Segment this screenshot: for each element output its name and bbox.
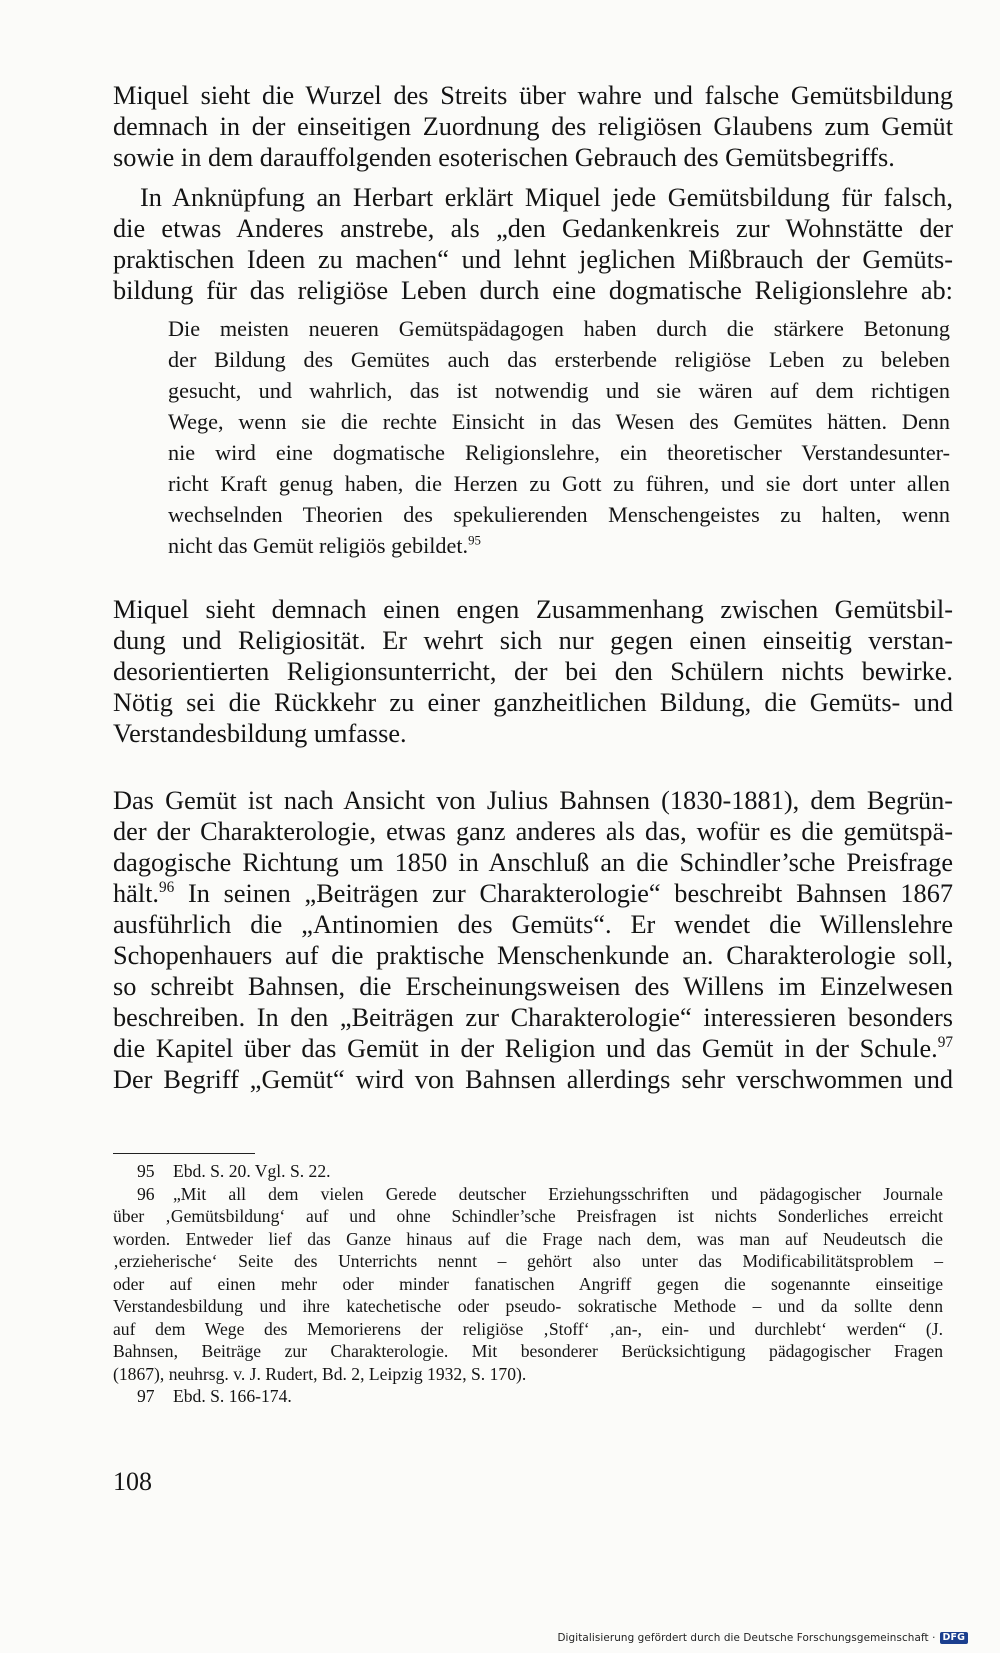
text-line: sowie in dem darauffolgenden esoterischen Gebrauch des Gemütsbegriffs. [113,143,895,172]
quote-line: der Bildung des Gemütes auch das ersterbende religiöse Leben zu beleben [168,347,950,372]
footnote-reference[interactable]: 97 [937,1034,953,1052]
quote-line-text: nicht das Gemüt religiös gebildet. [168,533,469,558]
quote-line: Wege, wenn sie die rechte Einsicht in das Wesen des Gemütes hätten. Denn [168,409,950,434]
text-line: desorientierten Religionsunterricht, der bei den Schülern nichts bewirke. [113,657,953,686]
footnote-separator [113,1153,255,1154]
dfg-logo: DFG [940,1632,968,1644]
paragraph-1 [113,80,953,173]
quote-line: wechselnden Theorien des spekulierenden Menschengeistes zu halten, wenn [168,502,950,527]
footnote-line: oder auf einen mehr oder minder fanatischen Angriff gegen die sogenannte einseitige [113,1273,943,1294]
footnote-reference[interactable]: 96 [159,879,175,897]
text-line: Miquel sieht demnach einen engen Zusammenhang zwischen Gemütsbil- [113,595,953,624]
quote-line [168,530,950,561]
text-line: praktischen Ideen zu machen“ und lehnt jeglichen Mißbrauch der Gemüts- [113,245,953,274]
quote-line: gesucht, und wahrlich, das ist notwendig und sie wären auf dem richtigen [168,378,950,403]
text-line: Der Begriff „Gemüt“ wird von Bahnsen allerdings sehr verschwommen und [113,1065,953,1094]
footnote-text: Ebd. S. 166-174. [173,1386,292,1406]
digitization-credit [557,1631,968,1645]
text-line: ausführlich die „Antinomien des Gemüts“. Er wendet die Willenslehre [113,910,953,939]
text-line: dagogische Richtung um 1850 in Anschluß an die Schindler’sche Preisfrage [113,848,953,877]
footnote-line: ‚erzieherische‘ Seite des Unterrichts nennt – gehört also unter das Modificabilitätsproblem – [113,1251,943,1271]
text-line [113,1033,953,1064]
paragraph-3 [113,594,953,749]
credit-text: Digitalisierung gefördert durch die Deutsche Forschungsgemeinschaft · [557,1632,936,1644]
block-quote [168,313,950,561]
footnote-line: Bahnsen, Beiträge zur Charakterologie. Mit besonderer Berücksichtigung pädagogischer Fragen [113,1341,943,1361]
footnote-reference[interactable]: 95 [468,533,481,548]
text-line: dung und Religiosität. Er wehrt sich nur gegen einen einseitig verstan- [113,626,953,655]
text-line: der der Charakterologie, etwas ganz anderes als das, wofür es die gemütspä- [113,817,953,846]
page-number: 108 [113,1467,152,1496]
paragraph-4 [113,785,953,1095]
footnote-number: 97 [137,1386,155,1406]
text-line: demnach in der einseitigen Zuordnung des religiösen Glaubens zum Gemüt [113,112,953,141]
quote-line: Die meisten neueren Gemütspädagogen haben durch die stärkere Betonung [168,316,950,341]
quote-line: nie wird eine dogmatische Religionslehre, ein theoretischer Verstandesunter- [168,440,950,465]
footnote-96-first-line [113,1183,943,1206]
footnote-line: Verstandesbildung und ihre katechetische oder pseudo- sokratische Methode – und da sollte denn [113,1296,943,1316]
footnote-97 [113,1385,943,1408]
text-line: Miquel sieht die Wurzel des Streits über wahre und falsche Gemütsbildung [113,81,953,110]
text-line: beschreiben. In den „Beiträgen zur Charakterologie“ interessieren besonders [113,1003,953,1032]
footnote-text: Ebd. S. 20. Vgl. S. 22. [173,1161,331,1181]
text-segment: die Kapitel über das Gemüt in der Religion und das Gemüt in der Schule. [113,1034,938,1063]
text-line: bildung für das religiöse Leben durch eine dogmatische Religionslehre ab: [113,276,953,305]
footnote-number: 95 [137,1161,155,1181]
paragraph-2 [113,182,953,306]
text-line [113,878,953,909]
footnotes [113,1160,943,1408]
footnote-line: (1867), neuhrsg. v. J. Rudert, Bd. 2, Leipzig 1932, S. 170). [113,1363,527,1384]
text-line: Verstandesbildung umfasse. [113,719,407,748]
footnote-line: auf dem Wege des Memorierens der religiöse ‚Stoff‘ ‚an-, ein- und durchlebt‘ werden“ (J. [113,1318,943,1339]
footnote-line: worden. Entweder lief das Ganze hinaus auf die Frage nach dem, was man auf Neudeutsch die [113,1228,943,1249]
quote-line: richt Kraft genug haben, die Herzen zu Gott zu führen, und sie dort unter allen [168,471,950,496]
text-line: so schreibt Bahnsen, die Erscheinungsweisen des Willens im Einzelwesen [113,972,953,1001]
text-segment: hält. [113,879,160,908]
text-line: Schopenhauers auf die praktische Menschenkunde an. Charakterologie soll, [113,941,953,970]
footnote-number: 96 [137,1183,155,1204]
text-line: Nötig sei die Rückkehr zu einer ganzheitlichen Bildung, die Gemüts- und [113,688,953,717]
footnote-95 [113,1160,943,1183]
text-line: die etwas Anderes anstrebe, als „den Gedankenkreis zur Wohnstätte der [113,214,953,243]
text-line: In Anknüpfung an Herbart erklärt Miquel jede Gemütsbildung für falsch, [140,183,953,212]
text-line: Das Gemüt ist nach Ansicht von Julius Bahnsen (1830-1881), dem Begrün- [113,786,953,815]
footnote-line: über ‚Gemütsbildung‘ auf und ohne Schindler’sche Preisfragen ist nichts Sonderliches erreicht [113,1206,943,1226]
text-segment: In seinen „Beiträgen zur Charakterologie“ beschreibt Bahnsen 1867 [174,879,953,908]
footnote-text: „Mit all dem vielen Gerede deutscher Erziehungsschriften und pädagogischer Journale [173,1183,943,1204]
